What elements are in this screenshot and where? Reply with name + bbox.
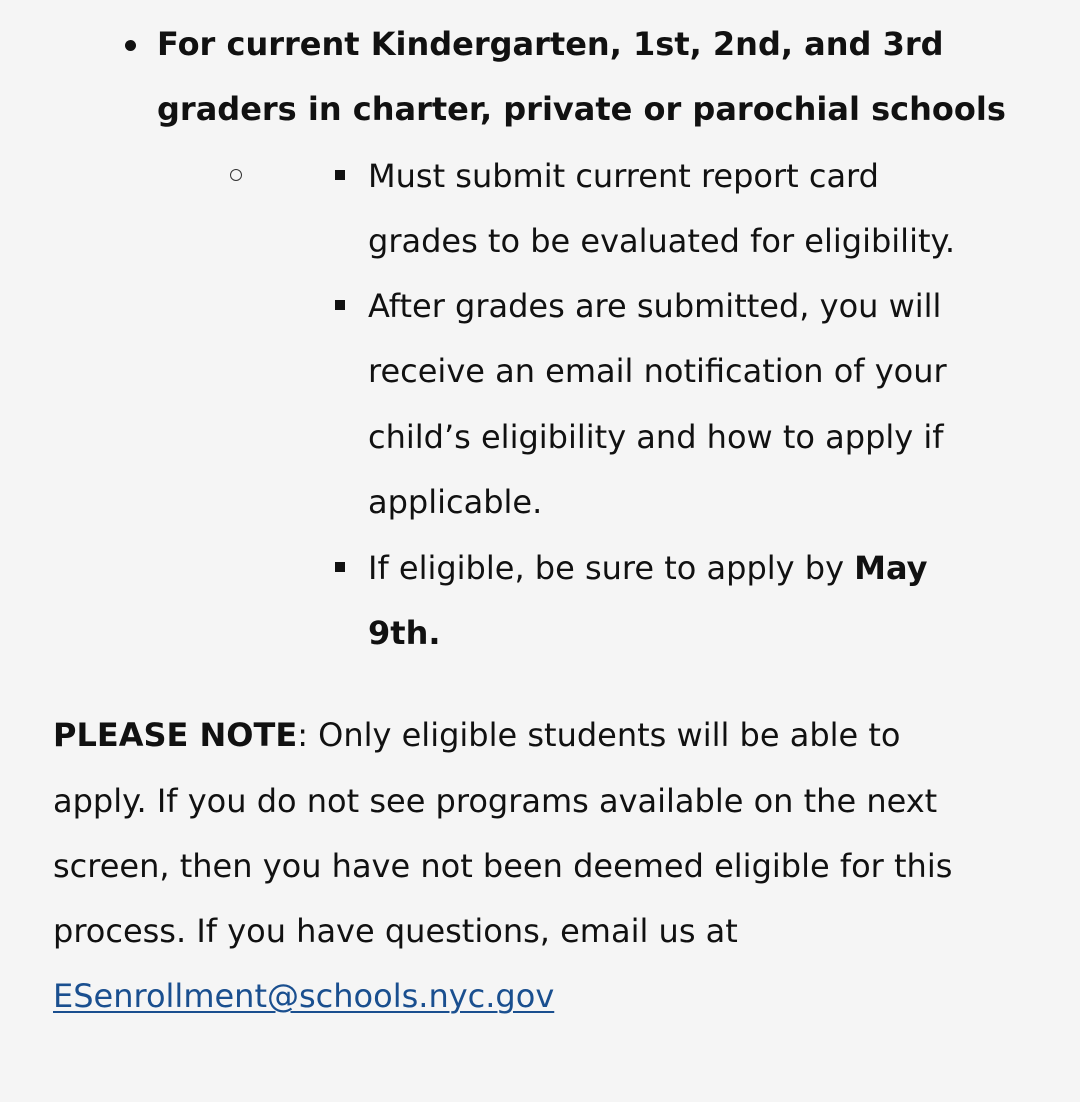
note-label: PLEASE NOTE bbox=[53, 716, 298, 754]
note-text: : Only eligible students will be able to bbox=[297, 716, 901, 754]
deadline-day: 9th. bbox=[368, 614, 441, 652]
item-2-line-4: applicable. bbox=[368, 483, 543, 521]
bullet-square bbox=[335, 170, 345, 180]
item-3-line-1 bbox=[368, 548, 927, 588]
note-line-4: process. If you have questions, email us at bbox=[53, 912, 738, 950]
item-1-line-2: grades to be evaluated for eligibility. bbox=[368, 222, 956, 260]
email-link[interactable]: ESenrollment@schools.nyc.gov bbox=[53, 977, 555, 1015]
criteria-heading-line-2: graders in charter, private or parochial schools bbox=[157, 90, 1006, 128]
item-1-line-1: Must submit current report card bbox=[368, 157, 879, 195]
item-3-text: If eligible, be sure to apply by bbox=[368, 549, 855, 587]
note-line-1 bbox=[53, 715, 901, 755]
item-2-line-1: After grades are submitted, you will bbox=[368, 287, 942, 325]
criteria-heading-line-1: For current Kindergarten, 1st, 2nd, and 3rd bbox=[157, 25, 944, 63]
bullet-square bbox=[335, 562, 345, 572]
bullet-disc bbox=[125, 40, 136, 51]
item-2-line-2: receive an email notification of your bbox=[368, 352, 947, 390]
note-line-2: apply. If you do not see programs available on the next bbox=[53, 782, 938, 820]
note-line-5 bbox=[53, 976, 554, 1016]
deadline-month: May bbox=[854, 549, 928, 587]
note-line-3: screen, then you have not been deemed eligible for this bbox=[53, 847, 953, 885]
bullet-circle bbox=[230, 169, 242, 181]
bullet-square bbox=[335, 300, 345, 310]
item-2-line-3: child’s eligibility and how to apply if bbox=[368, 418, 944, 456]
